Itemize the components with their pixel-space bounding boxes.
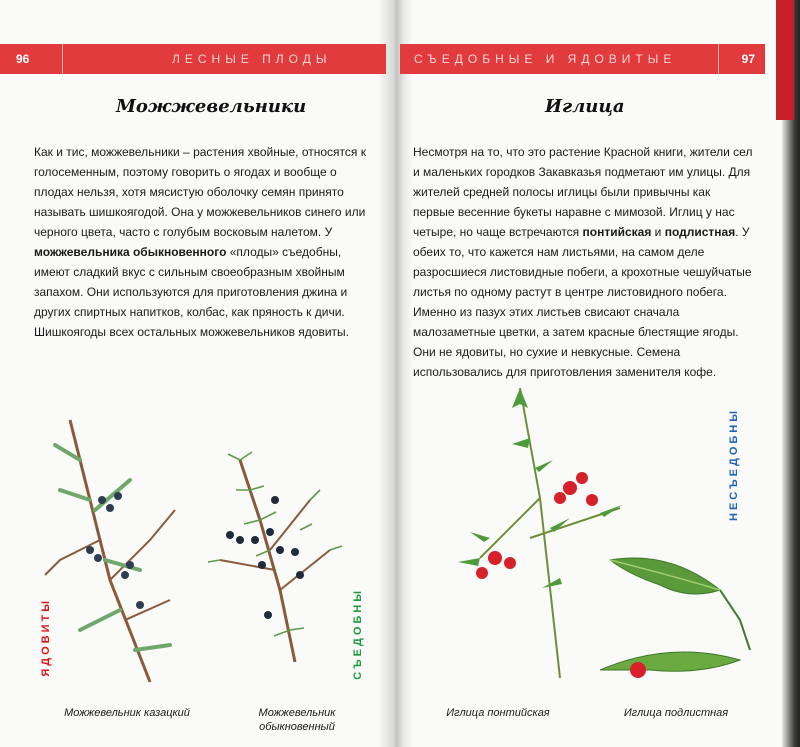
illustration-ruscus-hypophyllum [590, 530, 760, 700]
header-divider [718, 44, 719, 74]
paragraph-juniper [34, 142, 374, 342]
illustration-juniper-cossack [40, 400, 190, 690]
text-emphasis: подлистная [664, 225, 736, 239]
text-part: «плоды» съедобны, имеют сладкий вкус с сильным своеобразным хвойным запахом. Они используются для приготовления джина и других спиртных напитков, колбас, как пряность к дичи. Шишкоягоды всех остальных можжевельников ядовиты. [34, 245, 349, 339]
text-part: . У обеих то, что кажется нам листьями, на самом деле разросшиеся листовидные побеги, а крохотные чешуйчатые листья по одному растут в центре листовидного побега. Именно из пазух этих листьев свисают сначала малозаметные цветки, а затем красные блестящие ягоды. Они не ядовиты, но сухие и невкусные. Семена использовались для приготовления заменителя кофе. [413, 225, 752, 379]
page-number-left: 96 [16, 52, 30, 66]
section-title-right: СЪЕДОБНЫЕ И ЯДОВИТЫЕ [414, 52, 677, 66]
text-part: Несмотря на то, что это растение Красной книги, жители сел и маленьких городков Закавказья подметают им улицы. Для жителей средней полосы иглицы были привычны как первые весенние букеты наравне с мимозой. Иглиц у нас четыре, но чаще встречаются [413, 145, 753, 239]
caption-juniper-common: Можжевельник обыкновенный [258, 707, 336, 733]
header-divider [62, 44, 63, 74]
section-title-left: ЛЕСНЫЕ ПЛОДЫ [172, 52, 332, 66]
text-part: Как и тис, можжевельники – растения хвойные, относятся к голосеменным, поэтому говорить о ягодах и вообще о плодах нельзя, хотя мясистую оболочку семян принято называть шишкоягодой. Она у можжевельников синего или черного цвета, часто с голубым восковым налетом. У [34, 145, 366, 239]
label-inedible: НЕСЪЕДОБНЫ [728, 408, 740, 521]
text-emphasis: понтийская [582, 225, 652, 239]
book-cover-strip [776, 0, 794, 120]
right-header-bar [400, 44, 765, 74]
heading-juniper: Можжевельники [116, 96, 307, 117]
illustration-juniper-common [200, 440, 360, 670]
page-number-right: 97 [741, 52, 755, 66]
label-poisonous: ЯДОВИТЫ [40, 598, 52, 677]
caption-ruscus-hypophyllum: Иглица подлистная [623, 707, 729, 719]
left-header-bar [0, 44, 386, 74]
caption-ruscus-ponticus: Иглица понтийская [446, 707, 550, 719]
text-emphasis: можжевельника обыкновенного [34, 245, 227, 259]
book-gutter [378, 0, 412, 747]
text-part: и [651, 225, 665, 239]
caption-juniper-cossack: Можжевельник казацкий [64, 707, 190, 719]
label-edible: СЪЕДОБНЫ [352, 588, 364, 680]
paragraph-ruscus [413, 142, 755, 382]
heading-ruscus: Иглица [545, 96, 625, 117]
